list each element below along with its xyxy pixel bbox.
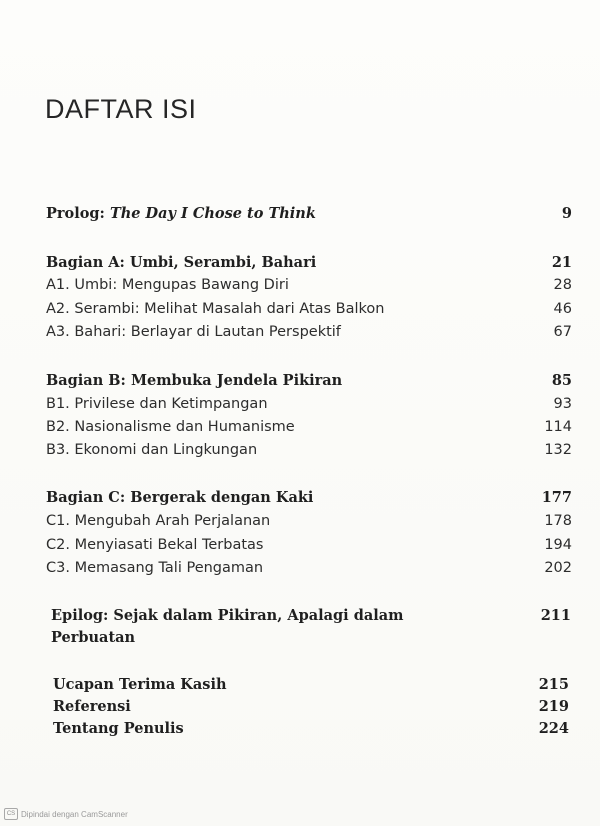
toc-entry-acknowledgements — [53, 676, 569, 698]
toc-page-number: 202 — [544, 560, 572, 576]
toc-entry — [46, 277, 572, 299]
toc-page-number: 178 — [544, 513, 572, 529]
toc-entry-label: Epilog: Sejak dalam Pikiran, Apalagi dalam — [51, 607, 404, 624]
toc-entry-label: B1. Privilese dan Ketimpangan — [46, 396, 268, 412]
toc-entry-prolog — [46, 205, 572, 227]
toc-page-number: 21 — [551, 254, 572, 271]
toc-entry — [46, 560, 572, 582]
toc-page-number: 211 — [540, 607, 571, 624]
toc-page-number: 9 — [561, 205, 572, 222]
toc-entry-label: A1. Umbi: Mengupas Bawang Diri — [46, 277, 289, 293]
toc-entry — [46, 396, 572, 418]
toc-page-number: 85 — [551, 372, 572, 389]
toc-entry-about-author — [53, 720, 569, 742]
toc-entry-label: B3. Ekonomi dan Lingkungan — [46, 442, 258, 458]
toc-entry-epilog — [51, 607, 571, 629]
toc-entry-label: B2. Nasionalisme dan Humanisme — [46, 419, 295, 435]
toc-section-label: Bagian C: Bergerak dengan Kaki — [46, 489, 314, 506]
toc-entry-label: Tentang Penulis — [53, 720, 184, 737]
toc-page-number: 93 — [553, 396, 572, 412]
scanner-watermark-text: Dipindai dengan CamScanner — [21, 809, 128, 819]
toc-entry-label: Ucapan Terima Kasih — [53, 676, 227, 693]
toc-section-label: Bagian A: Umbi, Serambi, Bahari — [46, 254, 317, 271]
toc-entry-label — [46, 205, 316, 222]
toc-page-number: 114 — [544, 419, 572, 435]
toc-page-number: 224 — [538, 720, 569, 737]
toc-page-number: 132 — [544, 442, 572, 458]
camscanner-icon: CS — [4, 808, 18, 820]
toc-section-b — [46, 372, 572, 394]
toc-entry-label: C3. Memasang Tali Pengaman — [46, 560, 264, 576]
toc-section-c — [46, 489, 572, 511]
toc-entry — [46, 419, 572, 441]
toc-entry-label: C2. Menyiasati Bekal Terbatas — [46, 537, 264, 553]
toc-section-label: Bagian B: Membuka Jendela Pikiran — [46, 372, 343, 389]
toc-entry-label: C1. Mengubah Arah Perjalanan — [46, 513, 271, 529]
toc-page-number: 219 — [538, 698, 569, 715]
toc-section-a — [46, 254, 572, 276]
toc-entry — [46, 324, 572, 346]
toc-entry — [46, 301, 572, 323]
toc-entry — [46, 513, 572, 535]
toc-page-number: 28 — [553, 277, 572, 293]
toc-page-number: 194 — [544, 537, 572, 553]
toc-entry-label: A3. Bahari: Berlayar di Lautan Perspektif — [46, 324, 341, 340]
prolog-title: The Day I Chose to Think — [109, 205, 316, 222]
toc-entry-label: A2. Serambi: Melihat Masalah dari Atas Balkon — [46, 301, 385, 317]
toc-entry-references — [53, 698, 569, 720]
toc-entry — [46, 537, 572, 559]
toc-entry-label: Referensi — [53, 698, 131, 715]
toc-entry — [46, 442, 572, 464]
toc-entry-label-continued: Perbuatan — [51, 629, 136, 646]
toc-page-number: 46 — [553, 301, 572, 317]
prolog-label: Prolog: — [46, 205, 105, 222]
page-title: DAFTAR ISI — [45, 94, 197, 124]
toc-page-number: 177 — [541, 489, 572, 506]
toc-page-number: 67 — [553, 324, 572, 340]
toc-page-number: 215 — [538, 676, 569, 693]
scanner-watermark — [4, 808, 128, 820]
